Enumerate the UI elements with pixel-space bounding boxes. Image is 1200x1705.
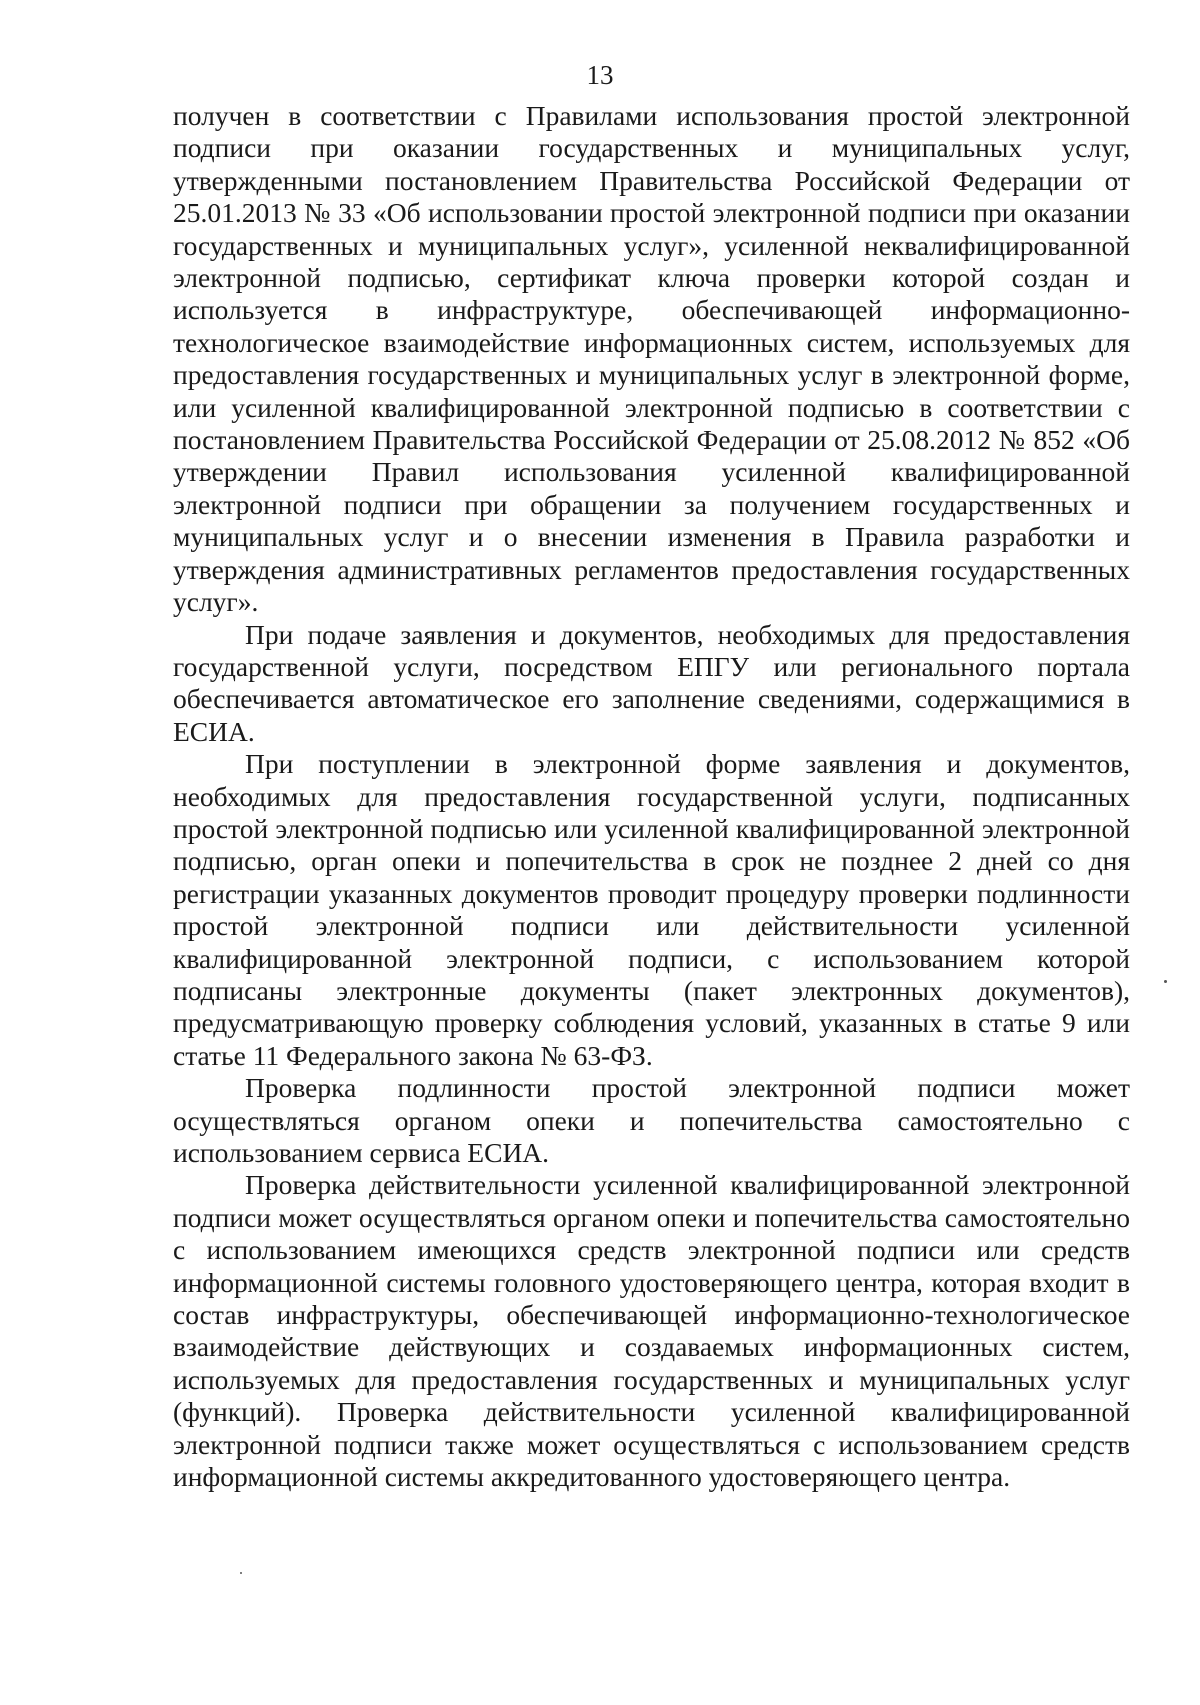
scan-speck [240, 1572, 242, 1574]
scan-speck [1164, 980, 1167, 983]
page-number: 13 [586, 60, 614, 90]
paragraph-simple-signature-check: Проверка подлинности простой электронной подписи может осуществляться органом опеки и попечительства самостоятельно с использованием сервиса ЕСИА. [173, 1072, 1130, 1168]
paragraph-continuation: получен в соответствии с Правилами использования простой электронной подписи при оказании государственных и муниципальных услуг, утвержденными постановлением Правительства Российской Федерации от 25.01.2013 № 33 «Об использовании простой электронной подписи при оказании государственных и муниципальных услуг», усиленной неквалифицированной электронной подписью, сертификат ключа проверки которой создан и используется в инфраструктуре, обеспечивающей информационно-технологическое взаимодействие информационных систем, используемых для предоставления государственных и муниципальных услуг в электронной форме, или усиленной квалифицированной электронной подписью в соответствии с постановлением Правительства Российской Федерации от 25.08.2012 № 852 «Об утверждении Правил использования усиленной квалифицированной электронной подписи при обращении за получением государственных и муниципальных услуг и о внесении изменения в Правила разработки и утверждения административных регламентов предоставления государственных услуг». [173, 100, 1130, 618]
paragraph-qualified-signature-check: Проверка действительности усиленной квалифицированной электронной подписи может осуществляться органом опеки и попечительства самостоятельно с использованием имеющихся средств электронной подписи или средств информационной системы головного удостоверяющего центра, которая входит в состав инфраструктуры, обеспечивающей информационно-технологическое взаимодействие действующих и создаваемых информационных систем, используемых для предоставления государственных и муниципальных услуг (функций). Проверка действительности усиленной квалифицированной электронной подписи также может осуществляться с использованием средств информационной системы аккредитованного удостоверяющего центра. [173, 1169, 1130, 1493]
paragraph-epgu-autofill: При подаче заявления и документов, необходимых для предоставления государственной услуги, посредством ЕПГУ или регионального портала обеспечивается автоматическое его заполнение сведениями, содержащимися в ЕСИА. [173, 618, 1130, 747]
document-body [173, 100, 1130, 1493]
paragraph-signature-verification: При поступлении в электронной форме заявления и документов, необходимых для предоставления государственной услуги, подписанных простой электронной подписью или усиленной квалифицированной электронной подписью, орган опеки и попечительства в срок не позднее 2 дней со дня регистрации указанных документов проводит процедуру проверки подлинности простой электронной подписи или действительности усиленной квалифицированной электронной подписи, с использованием которой подписаны электронные документы (пакет электронных документов), предусматривающую проверку соблюдения условий, указанных в статье 9 или статье 11 Федерального закона № 63-ФЗ. [173, 748, 1130, 1071]
